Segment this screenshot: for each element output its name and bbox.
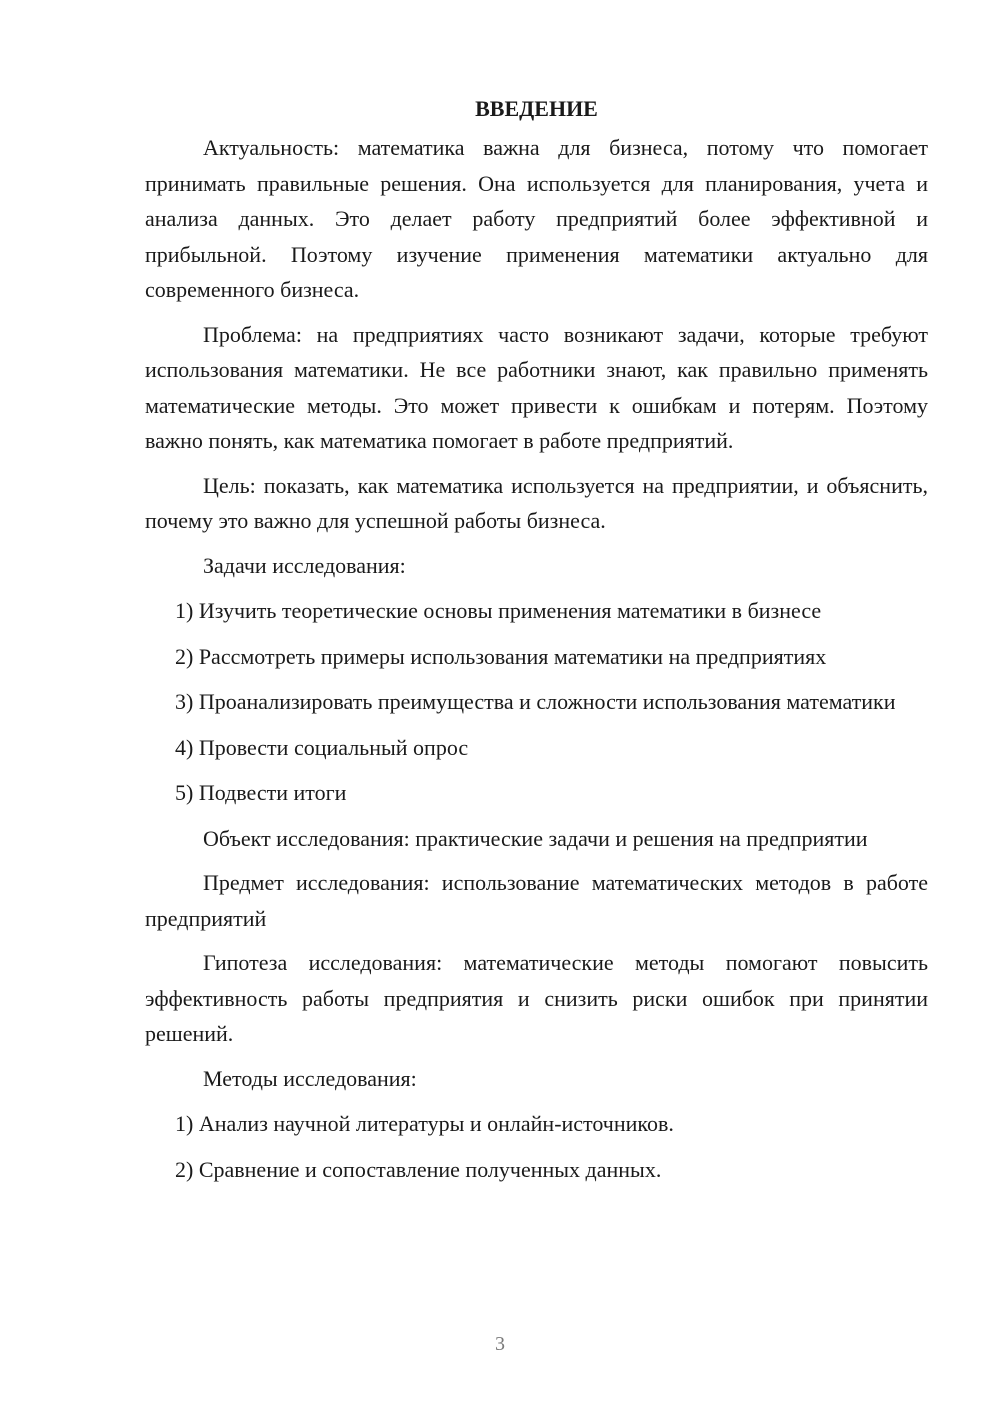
paragraph-hypothesis: Гипотеза исследования: математические методы помогают повысить эффективность работы предприятия и снизить риски ошибок при принятии решений. — [145, 950, 928, 1046]
paragraph-goal: Цель: показать, как математика используется на предприятии, и объяснить, почему это важно для успешной работы бизнеса. — [145, 472, 928, 533]
task-item: 3) Проанализировать преимущества и сложности использования математики — [175, 689, 896, 714]
document-page — [145, 92, 928, 1197]
paragraph-relevance: Актуальность: математика важна для бизнеса, потому что помогает принимать правильные решения. Она используется для планирования, учета и анализа данных. Это делает работу предприятий более эффективной и прибыльной. Поэтому изучение применения математики актуально для современного бизнеса. — [145, 135, 928, 302]
page-number: 3 — [495, 1333, 505, 1355]
paragraph-object: Объект исследования: практические задачи и решения на предприятии — [203, 825, 868, 851]
method-item: 2) Сравнение и сопоставление полученных данных. — [175, 1156, 662, 1182]
tasks-heading: Задачи исследования: — [203, 552, 406, 578]
paragraph-problem: Проблема: на предприятиях часто возникают задачи, которые требуют использования математики. Не все работники знают, как правильно применять математические методы. Это может привести к ошибкам и потерям. Поэтому важно понять, как математика помогает в работе предприятий. — [145, 321, 928, 453]
methods-heading: Методы исследования: — [203, 1065, 417, 1091]
task-item: 4) Провести социальный опрос — [175, 734, 469, 760]
task-item: 5) Подвести итоги — [175, 780, 347, 805]
method-item: 1) Анализ научной литературы и онлайн-источников. — [175, 1111, 674, 1136]
task-item: 1) Изучить теоретические основы применения математики в бизнесе — [175, 598, 822, 623]
paragraph-subject: Предмет исследования: использование математических методов в работе предприятий — [145, 870, 928, 931]
task-item: 2) Рассмотреть примеры использования математики на предприятиях — [175, 643, 827, 669]
section-title: ВВЕДЕНИЕ — [475, 96, 598, 121]
